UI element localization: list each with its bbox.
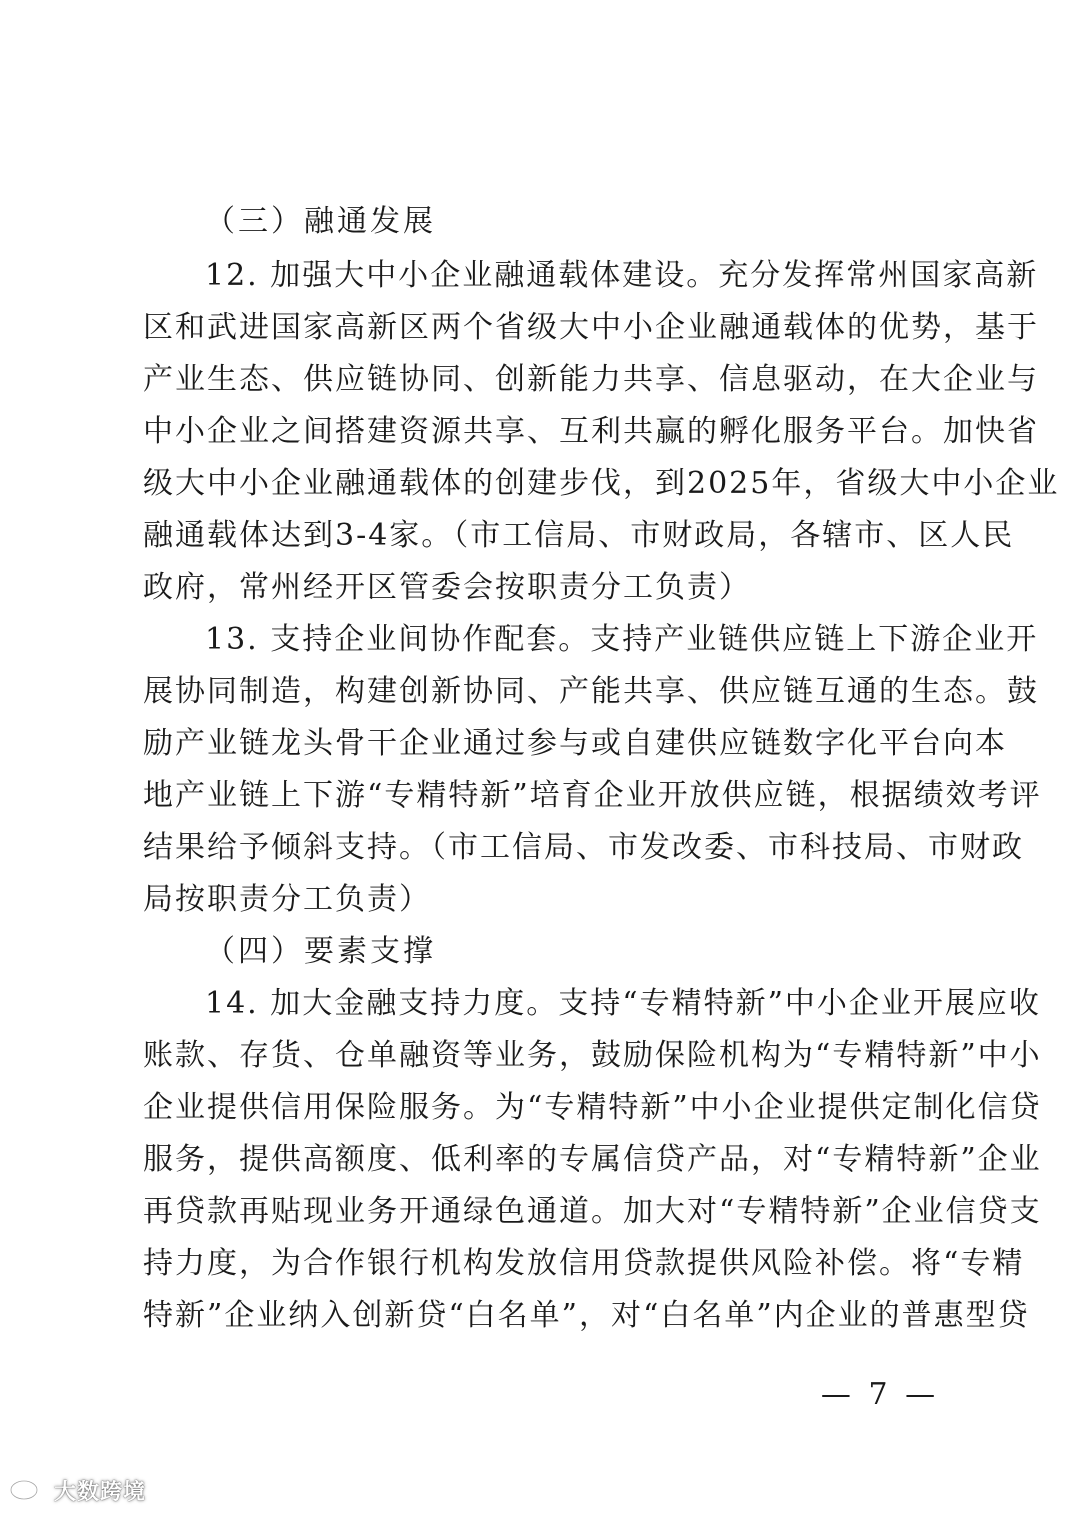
- paragraph-line: 展协同制造，构建创新协同、产能共享、供应链互通的生态。鼓: [143, 674, 1039, 709]
- weibo-logo-icon: [8, 1472, 54, 1508]
- paragraph-line: 政府，常州经开区管委会按职责分工负责）: [143, 570, 751, 605]
- paragraph-line: 地产业链上下游“专精特新”培育企业开放供应链，根据绩效考评: [143, 778, 1042, 813]
- paragraph-line: 励产业链龙头骨干企业通过参与或自建供应链数字化平台向本: [143, 726, 1007, 761]
- paragraph-line: 再贷款再贴现业务开通绿色通道。加大对“专精特新”企业信贷支: [143, 1194, 1042, 1229]
- paragraph-line: 中小企业之间搭建资源共享、互利共赢的孵化服务平台。加快省: [143, 414, 1039, 449]
- section-heading: （三）融通发展: [205, 204, 436, 239]
- paragraph-line: 融通载体达到3-4家。（市工信局、市财政局，各辖市、区人民: [143, 518, 1015, 553]
- paragraph-line: 服务，提供高额度、低利率的专属信贷产品，对“专精特新”企业: [143, 1142, 1042, 1177]
- watermark: [8, 1470, 146, 1510]
- paragraph-line: 特新”企业纳入创新贷“白名单”，对“白名单”内企业的普惠型贷: [143, 1298, 1030, 1333]
- paragraph-line: 持力度，为合作银行机构发放信用贷款提供风险补偿。将“专精: [143, 1246, 1025, 1281]
- paragraph-line: 结果给予倾斜支持。（市工信局、市发改委、市科技局、市财政: [143, 830, 1024, 865]
- paragraph-line: 产业生态、供应链协同、创新能力共享、信息驱动，在大企业与: [143, 362, 1039, 397]
- paragraph-line: 区和武进国家高新区两个省级大中小企业融通载体的优势，基于: [143, 310, 1039, 345]
- paragraph-line: 级大中小企业融通载体的创建步伐，到2025年，省级大中小企业: [143, 466, 1060, 501]
- paragraph-line: 局按职责分工负责）: [143, 882, 431, 917]
- paragraph-line: 账款、存货、仓单融资等业务，鼓励保险机构为“专精特新”中小: [143, 1038, 1042, 1073]
- paragraph-line: 12. 加强大中小企业融通载体建设。充分发挥常州国家高新: [205, 258, 1039, 293]
- section-heading: （四）要素支撑: [205, 934, 436, 969]
- paragraph-line: 13. 支持企业间协作配套。支持产业链供应链上下游企业开: [205, 622, 1039, 657]
- page-number: — 7 —: [820, 1377, 940, 1412]
- paragraph-line: 企业提供信用保险服务。为“专精特新”中小企业提供定制化信贷: [143, 1090, 1042, 1125]
- paragraph-line: 14. 加大金融支持力度。支持“专精特新”中小企业开展应收: [205, 986, 1041, 1021]
- watermark-text: 大数跨境: [54, 1479, 147, 1505]
